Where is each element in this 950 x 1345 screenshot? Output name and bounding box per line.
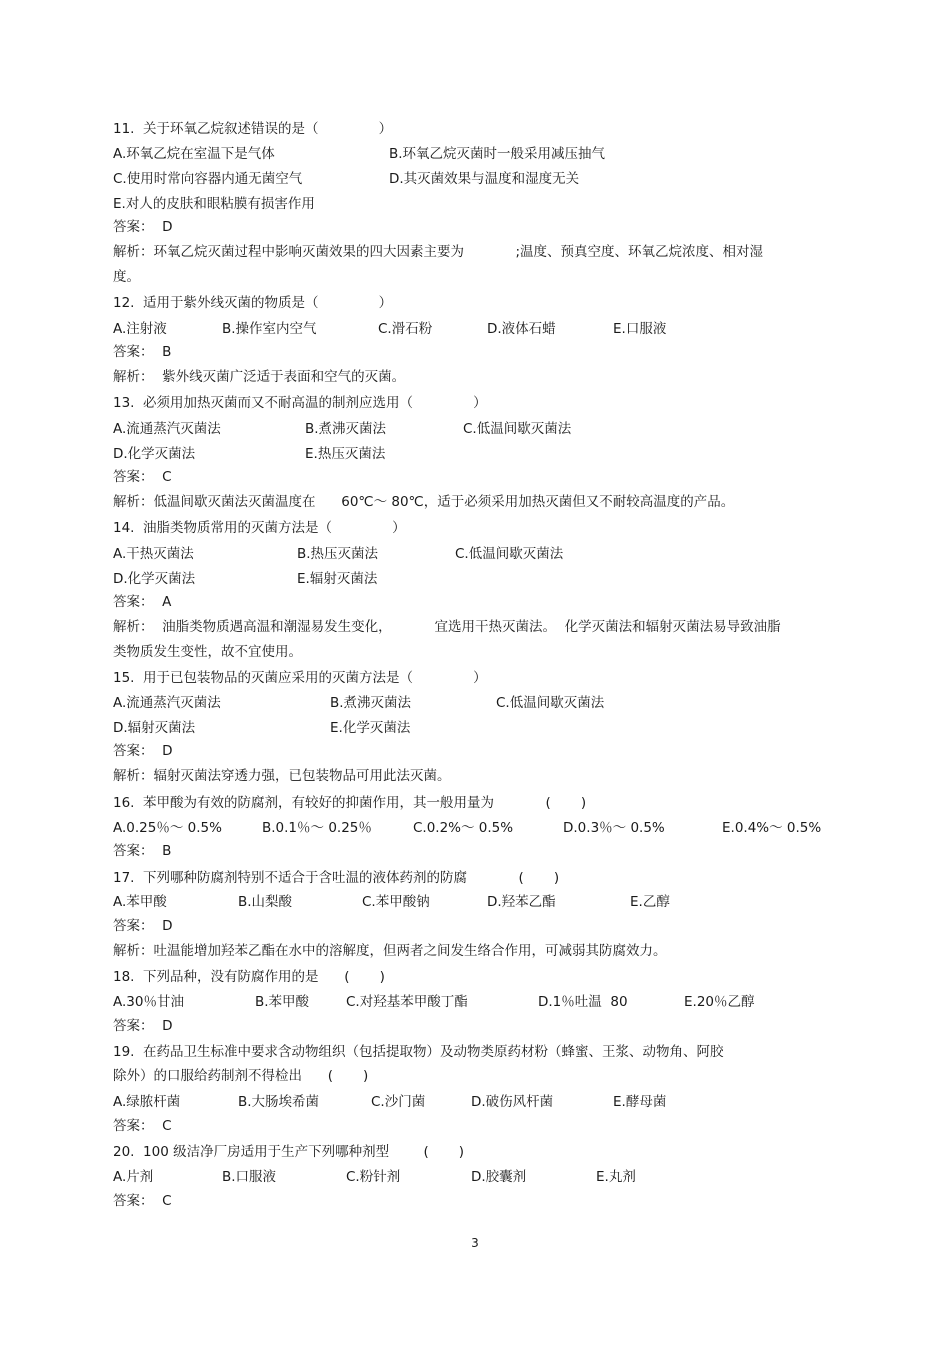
question-20-option-d: D.胶囊剂 [471, 1169, 527, 1185]
question-20-stem: 20. 100 级洁净厂房适用于生产下列哪种剂型 ( ) [113, 1144, 465, 1160]
question-14-option-d: D.化学灭菌法 [113, 571, 196, 587]
question-12-stem: 12. 适用于紫外线灭菌的物质是（ ） [113, 295, 393, 311]
question-17-stem: 17. 下列哪种防腐剂特别不适合于含吐温的液体药剂的防腐 ( ) [113, 870, 560, 886]
question-18-answer: 答案： D [113, 1018, 173, 1034]
question-19-option-e: E.酵母菌 [613, 1094, 667, 1110]
question-18-stem: 18. 下列品种，没有防腐作用的是 ( ) [113, 969, 385, 985]
question-16-answer: 答案： B [113, 843, 172, 859]
question-16-option-c: C.0.2%～ 0.5% [413, 820, 514, 836]
question-13-option-c: C.低温间歇灭菌法 [463, 421, 572, 437]
question-14-analysis-cont: 类物质发生变性，故不宜使用。 [113, 644, 302, 660]
question-15-option-a: A.流通蒸汽灭菌法 [113, 695, 221, 711]
question-17-analysis: 解析：吐温能增加羟苯乙酯在水中的溶解度，但两者之间发生络合作用，可减弱其防腐效力。 [113, 943, 667, 959]
question-11-option-d: D.其灭菌效果与温度和湿度无关 [389, 171, 580, 187]
question-15-option-c: C.低温间歇灭菌法 [496, 695, 605, 711]
question-11-analysis: 解析：环氧乙烷灭菌过程中影响灭菌效果的四大因素主要为 ;温度、预真空度、环氧乙烷浓度、相对湿 [113, 244, 764, 260]
question-19-answer: 答案： C [113, 1118, 172, 1134]
question-13-option-d: D.化学灭菌法 [113, 446, 196, 462]
question-18-option-a: A.30％甘油 [113, 994, 184, 1010]
question-13-option-e: E.热压灭菌法 [305, 446, 386, 462]
question-18-option-c: C.对羟基苯甲酸丁酯 [346, 994, 468, 1010]
question-19-option-d: D.破伤风杆菌 [471, 1094, 554, 1110]
question-12-option-e: E.口服液 [613, 321, 667, 337]
question-20-option-e: E.丸剂 [596, 1169, 636, 1185]
question-18-option-b: B.苯甲酸 [255, 994, 310, 1010]
question-15-stem: 15. 用于已包装物品的灭菌应采用的灭菌方法是（ ） [113, 670, 487, 686]
question-11-option-b: B.环氧乙烷灭菌时一般采用减压抽气 [389, 146, 606, 162]
question-12-option-c: C.滑石粉 [378, 321, 433, 337]
question-13-analysis: 解析：低温间歇灭菌法灭菌温度在 60℃～ 80℃，适于必须采用加热灭菌但又不耐较高温度的产品。 [113, 494, 735, 510]
question-17-answer: 答案： D [113, 918, 173, 934]
question-12-answer: 答案： B [113, 344, 172, 360]
question-16-option-a: A.0.25％～ 0.5% [113, 820, 222, 836]
question-20-option-c: C.粉针剂 [346, 1169, 401, 1185]
question-14-answer: 答案： A [113, 594, 172, 610]
question-17-option-c: C.苯甲酸钠 [362, 894, 430, 910]
question-11-answer: 答案： D [113, 219, 173, 235]
question-19-option-a: A.绿脓杆菌 [113, 1094, 181, 1110]
question-12-option-b: B.操作室内空气 [222, 321, 317, 337]
question-12-option-d: D.液体石蜡 [487, 321, 556, 337]
question-13-option-b: B.煮沸灭菌法 [305, 421, 387, 437]
question-14-option-a: A.干热灭菌法 [113, 546, 194, 562]
question-19-option-b: B.大肠埃希菌 [238, 1094, 320, 1110]
question-11-option-e: E.对人的皮肤和眼粘膜有损害作用 [113, 196, 315, 212]
question-20-answer: 答案： C [113, 1193, 172, 1209]
question-16-option-e: E.0.4%～ 0.5% [722, 820, 822, 836]
question-12-analysis: 解析： 紫外线灭菌广泛适于表面和空气的灭菌。 [113, 369, 406, 385]
question-17-option-a: A.苯甲酸 [113, 894, 167, 910]
question-13-stem: 13. 必须用加热灭菌而又不耐高温的制剂应选用（ ） [113, 395, 487, 411]
question-17-option-e: E.乙醇 [630, 894, 670, 910]
page-number: 3 [471, 1236, 479, 1250]
question-11-stem: 11. 关于环氧乙烷叙述错误的是（ ） [113, 121, 393, 137]
question-19-stem-cont: 除外）的口服给药制剂不得检出 ( ) [113, 1068, 369, 1084]
question-14-option-c: C.低温间歇灭菌法 [455, 546, 564, 562]
question-15-analysis: 解析：辐射灭菌法穿透力强，已包装物品可用此法灭菌。 [113, 768, 451, 784]
question-19-stem: 19. 在药品卫生标准中要求含动物组织（包括提取物）及动物类原药材粉（蜂蜜、王浆、动物角、阿胶 [113, 1044, 724, 1060]
question-18-option-d: D.1％吐温 80 [538, 994, 628, 1010]
question-11-option-a: A.环氧乙烷在室温下是气体 [113, 146, 275, 162]
question-18-option-e: E.20％乙醇 [684, 994, 755, 1010]
question-20-option-a: A.片剂 [113, 1169, 154, 1185]
question-13-answer: 答案： C [113, 469, 172, 485]
question-17-option-b: B.山梨酸 [238, 894, 293, 910]
question-19-option-c: C.沙门菌 [371, 1094, 426, 1110]
question-15-option-d: D.辐射灭菌法 [113, 720, 196, 736]
question-11-analysis-cont: 度。 [113, 269, 140, 285]
question-11-option-c: C.使用时常向容器内通无菌空气 [113, 171, 303, 187]
question-14-option-b: B.热压灭菌法 [297, 546, 379, 562]
question-17-option-d: D.羟苯乙酯 [487, 894, 556, 910]
question-13-option-a: A.流通蒸汽灭菌法 [113, 421, 221, 437]
question-12-option-a: A.注射液 [113, 321, 167, 337]
question-14-stem: 14. 油脂类物质常用的灭菌方法是（ ） [113, 520, 406, 536]
question-14-analysis: 解析： 油脂类物质遇高温和潮湿易发生变化， 宜选用干热灭菌法。 化学灭菌法和辐射灭菌法易导致油脂 [113, 619, 781, 635]
question-20-option-b: B.口服液 [222, 1169, 277, 1185]
question-15-option-b: B.煮沸灭菌法 [330, 695, 412, 711]
question-15-answer: 答案： D [113, 743, 173, 759]
question-15-option-e: E.化学灭菌法 [330, 720, 411, 736]
question-16-option-d: D.0.3％～ 0.5% [563, 820, 665, 836]
question-16-stem: 16. 苯甲酸为有效的防腐剂，有较好的抑菌作用，其一般用量为 ( ) [113, 795, 587, 811]
question-16-option-b: B.0.1％～ 0.25％ [262, 820, 372, 836]
question-14-option-e: E.辐射灭菌法 [297, 571, 378, 587]
